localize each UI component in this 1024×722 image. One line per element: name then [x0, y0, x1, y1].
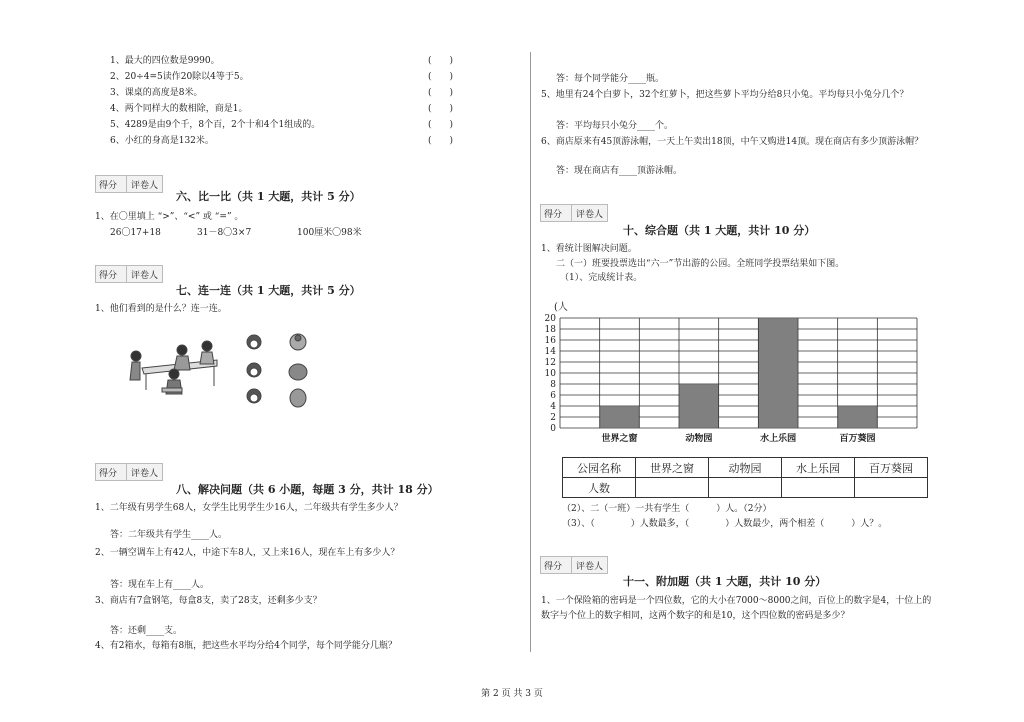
grader-label: 评卷人	[131, 271, 159, 281]
answer-parentheses[interactable]: ( )	[428, 56, 454, 66]
grader-label: 评卷人	[131, 469, 159, 479]
y-tick-label: 0	[550, 424, 556, 434]
answer-parentheses[interactable]: ( )	[428, 104, 454, 114]
score-box	[95, 265, 163, 283]
y-tick-label: 12	[544, 358, 556, 368]
table-cell-blank[interactable]	[636, 478, 709, 498]
grader-label: 评卷人	[576, 210, 604, 220]
table-cell: 动物园	[709, 458, 782, 478]
compare-item-3: 100厘米〇98米	[297, 228, 362, 238]
answer-parentheses[interactable]: ( )	[428, 88, 454, 98]
section-10-intro: 二（一）班要投票选出“六一”节出游的公园。全班同学投票结果如下图。	[556, 259, 845, 269]
section-6-title: 六、比一比（共 1 大题，共计 5 分）	[176, 190, 361, 203]
problem-4: 4、有2箱水，每箱有8瓶，把这些水平均分给4个同学，每个同学能分几瓶？	[95, 641, 397, 651]
score-box	[540, 204, 608, 222]
problem-5: 5、地里有24个白萝卜，32个红萝卜，把这些萝卜平均分给8只小兔。平均每只小兔分几个？	[541, 90, 909, 100]
children-observing-illustration	[122, 330, 322, 420]
judgment-item: 1、最大的四位数是9990。	[110, 56, 220, 66]
table-row-label: 人数	[563, 478, 636, 498]
section-8-title: 八、解决问题（共 6 小题，每题 3 分，共计 18 分）	[176, 483, 439, 496]
section-7-question: 1、他们看到的是什么？连一连。	[95, 304, 227, 314]
score-box	[95, 175, 163, 193]
y-tick-label: 10	[544, 369, 556, 379]
answer-1: 答：二年级共有学生____人。	[110, 530, 228, 540]
problem-1: 1、二年级有男学生68人，女学生比男学生少16人，二年级共有学生多少人？	[95, 503, 403, 513]
section-10-title: 十、综合题（共 1 大题，共计 10 分）	[623, 224, 816, 237]
answer-5: 答：平均每只小兔分____个。	[556, 121, 674, 131]
y-tick-label: 8	[550, 380, 556, 390]
score-box	[95, 463, 163, 481]
sub-question-1: （1）、完成统计表。	[560, 273, 643, 283]
y-tick-label: 4	[550, 402, 556, 412]
y-tick-label: 20	[544, 314, 556, 324]
x-category-label: 水上乐园	[760, 434, 797, 444]
section-7-title: 七、连一连（共 1 大题，共计 5 分）	[176, 284, 361, 297]
x-category-label: 百万葵园	[839, 434, 876, 444]
y-tick-label: 18	[544, 325, 556, 335]
y-tick-label: 16	[544, 336, 556, 346]
sub-question-3: （3）、（ ）人数最多，（ ）人数最少，两个相差（ ）人？。	[562, 519, 888, 529]
section-10-question: 1、看统计图解决问题。	[541, 244, 637, 254]
problem-6: 6、商店原来有45顶游泳帽，一天上午卖出18顶，中午又购进14顶。现在商店有多少顶游泳帽？	[541, 137, 924, 147]
judgment-item: 2、20÷4=5读作20除以4等于5。	[110, 72, 249, 82]
grader-label: 评卷人	[576, 562, 604, 572]
x-category-label: 动物园	[685, 434, 713, 444]
x-category-label: 世界之窗	[601, 434, 638, 444]
score-label: 得分	[544, 210, 563, 220]
table-row	[563, 458, 928, 478]
vote-bar-chart	[530, 298, 930, 448]
table-row	[563, 478, 928, 498]
score-label: 得分	[99, 271, 118, 281]
bar	[759, 318, 798, 428]
table-cell-blank[interactable]	[709, 478, 782, 498]
problem-2: 2、一辆空调车上有42人，中途下车8人，又上来16人，现在车上有多少人？	[95, 548, 400, 558]
table-cell: 水上乐园	[782, 458, 855, 478]
table-cell-blank[interactable]	[855, 478, 928, 498]
table-row-label: 公园名称	[563, 458, 636, 478]
bar	[600, 406, 639, 428]
judgment-item: 4、两个同样大的数相除，商是1。	[110, 104, 248, 114]
answer-2: 答：现在车上有____人。	[110, 580, 210, 590]
statistics-table	[562, 457, 928, 498]
sub-question-2: （2）、二（一班）一共有学生（ ）人。（2分）	[562, 504, 772, 514]
answer-4: 答：每个同学能分____瓶。	[556, 74, 665, 84]
answer-parentheses[interactable]: ( )	[428, 136, 454, 146]
bonus-question-line-2: 数字与个位上的数字相同，这两个数字的和是10，这个四位数的密码是多少？	[541, 611, 850, 621]
section-11-title: 十一、附加题（共 1 大题，共计 10 分）	[623, 575, 827, 588]
answer-parentheses[interactable]: ( )	[428, 72, 454, 82]
score-label: 得分	[99, 181, 118, 191]
score-box	[540, 556, 608, 574]
judgment-item: 5、4289是由9个千，8个百，2个十和4个1组成的。	[110, 120, 321, 130]
grader-label: 评卷人	[131, 181, 159, 191]
table-cell: 百万葵园	[855, 458, 928, 478]
table-cell-blank[interactable]	[782, 478, 855, 498]
y-axis-label: (人	[554, 302, 568, 313]
answer-3: 答：还剩____支。	[110, 626, 183, 636]
page-footer: 第 2 页 共 3 页	[481, 689, 543, 699]
compare-item-1: 26〇17+18	[110, 228, 161, 238]
judgment-item: 6、小红的身高是132米。	[110, 136, 214, 146]
problem-3: 3、商店有7盒钢笔，每盒8支，卖了28支，还剩多少支？	[95, 596, 322, 606]
answer-parentheses[interactable]: ( )	[428, 120, 454, 130]
judgment-item: 3、课桌的高度是8米。	[110, 88, 203, 98]
y-tick-label: 6	[550, 391, 556, 401]
y-tick-label: 14	[544, 347, 556, 357]
bar	[679, 384, 718, 428]
bar	[838, 406, 877, 428]
bonus-question-line-1: 1、一个保险箱的密码是一个四位数，它的大小在7000～8000之间，百位上的数字是4，十位上的	[541, 596, 932, 606]
y-tick-label: 2	[550, 413, 556, 423]
score-label: 得分	[544, 562, 563, 572]
score-label: 得分	[99, 469, 118, 479]
answer-6: 答：现在商店有____顶游泳帽。	[556, 166, 683, 176]
compare-item-2: 31－8〇3×7	[197, 228, 252, 238]
table-cell: 世界之窗	[636, 458, 709, 478]
section-6-question: 1、在〇里填上 “>”、“<” 或 “=” 。	[95, 212, 244, 222]
